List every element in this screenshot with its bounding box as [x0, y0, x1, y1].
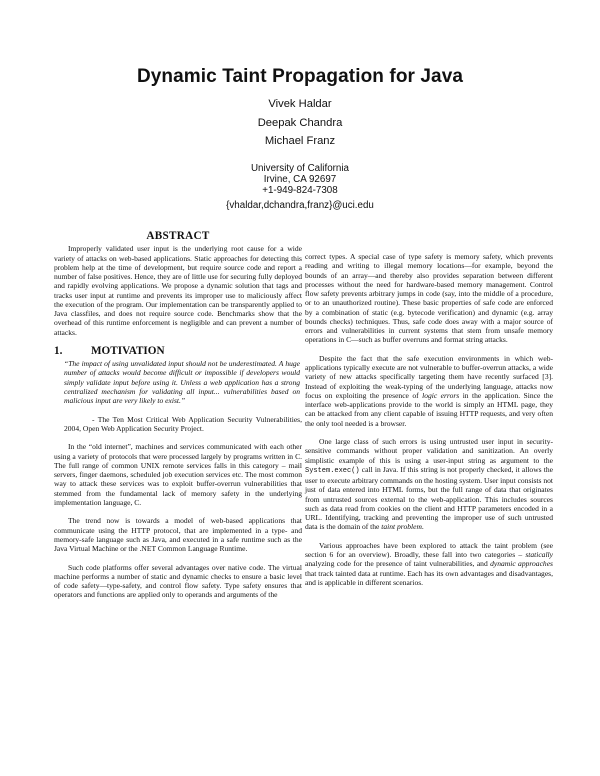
affiliation-phone: +1-949-824-7308	[262, 185, 338, 196]
affiliation-city: Irvine, CA 92697	[263, 174, 337, 185]
emphasis: dynamic approaches	[490, 559, 553, 569]
section-number: 1.	[54, 344, 63, 357]
body-paragraph: Despite the fact that the safe execution environments in which web-applications typically execute are not vulnerable to buffer-overrun attacks, a wide variety of new attacks specifically targeting them have recently surfaced [3]. Instead of exploiting the weak-typing of the underlying language, attacks now focus on exploiting the presence of logic errors in the application. Since the interface web-applications provide to the world is simply an HTML page, they can be attacked from any client capable of issuing HTTP requests, and very often the only tool needed is a browser.	[305, 353, 553, 428]
body-paragraph: Various approaches have been explored to attack the taint problem (see section 6 for an overview). Broadly, these fall into two categories – statically analyzing code for the presence of taint vulnerabilities, and dynamic approaches that track tainted data at runtime. Each has its own advantages and disadvantages, and is applicable in different scenarios.	[305, 540, 553, 587]
body-paragraph: Such code platforms offer several advantages over native code. The virtual machine performs a number of static and dynamic checks to ensure a basic level of code safety—type-safety, and control flow safety. Type safety ensures that operators and functions are applied only to operands and arguments of the	[54, 562, 302, 600]
author-name: Deepak Chandra	[257, 117, 343, 129]
body-paragraph: One large class of such errors is using untrusted user input in security-sensitive commands without proper validation and sanitization. An overly simplistic example of this is using a user-input string as argument to the System.exec() call in Java. If this string is not properly checked, it allows the user to execute arbitrary commands on the hosting system. User input consists not just of data entered into HTML forms, but the full range of data that originates from untrusted sources external to the web-application. This includes sources such as data read from cookies on the client and HTTP parameters encoded in a URL. Identifying, tracking and preventing the improper use of such untrusted data is the domain of the taint problem.	[305, 437, 553, 532]
epigraph-attribution: - The Ten Most Critical Web Application Security Vulnerabilities, 2004, Open Web Application Security Project.	[64, 414, 302, 433]
emphasis: statically	[525, 550, 553, 560]
paper-title: Dynamic Taint Propagation for Java	[136, 66, 464, 87]
section-heading	[54, 344, 302, 357]
affiliation-institution: University of California	[250, 163, 349, 174]
body-paragraph: In the “old internet”, machines and services communicated with each other using a variety of protocols that were processed largely by programs written in C. The full range of common UNIX remote services falls in this category – mail servers, finger daemons, scheduled job execution services etc. The most common way to attack these services was to exploit buffer-overrun vulnerabilities that stemmed from the fundamental lack of memory safety in the underlying implementation language, C.	[54, 442, 302, 507]
inline-code: System.exec()	[305, 466, 360, 475]
author-name: Michael Franz	[264, 135, 336, 147]
body-paragraph: The trend now is towards a model of web-based applications that communicate using the HTTP protocol, that are implemented in a type- and memory-safe language such as Java, and executed in a safe runtime such as the Java Virtual Machine or the .NET Common Language Runtime.	[54, 516, 302, 554]
section-title: MOTIVATION	[91, 344, 165, 357]
left-column	[54, 232, 302, 600]
right-column	[305, 252, 553, 587]
emphasis: logic errors	[422, 390, 460, 400]
epigraph-quote: “The impact of using unvalidated input should not be underestimated. A huge number of attacks would become difficult or impossible if developers would simply validate input before using it. Unless a web application has a strong centralized mechanism for validating all input... vulnerabilities based on malicious input are very likely to exist.”	[64, 359, 300, 405]
body-paragraph: correct types. A special case of type safety is memory safety, which prevents reading and writing to illegal memory locations—for example, beyond the bounds of an array—and thereby also provides separation between different processes without the need for hardware-based memory management. Control flow safety prevents arbitrary jumps in code (say, into the middle of a procedure, or to an unauthorized routine). These basic properties of safe code are enforced by a combination of static (e.g. bytecode verification) and dynamic (e.g. array bounds checks) techniques. Thus, safe code does away with a major source of errors and vulnerabilities in current systems that stem from unsafe memory operations in C—such as buffer overruns and format string attacks.	[305, 252, 553, 345]
emphasis: taint problem	[381, 522, 422, 532]
abstract-heading: ABSTRACT	[146, 230, 210, 242]
abstract-text: Improperly validated user input is the underlying root cause for a wide variety of attacks on web-based applications. Static approaches for detecting this problem help at the time of development, but require source code and report a number of false positives. Hence, they are of little use for securing fully deployed and rapidly evolving applications. We propose a dynamic solution that tags and tracks user input at runtime and prevents its improper use to maliciously affect the execution of the program. Our implementation can be transparently applied to Java classfiles, and does not require source code. Benchmarks show that the overhead of this runtime enforcement is negligible and can prevent a number of attacks.	[54, 244, 302, 337]
affiliation-email: {vhaldar,dchandra,franz}@uci.edu	[226, 200, 374, 211]
author-name: Vivek Haldar	[268, 98, 332, 110]
